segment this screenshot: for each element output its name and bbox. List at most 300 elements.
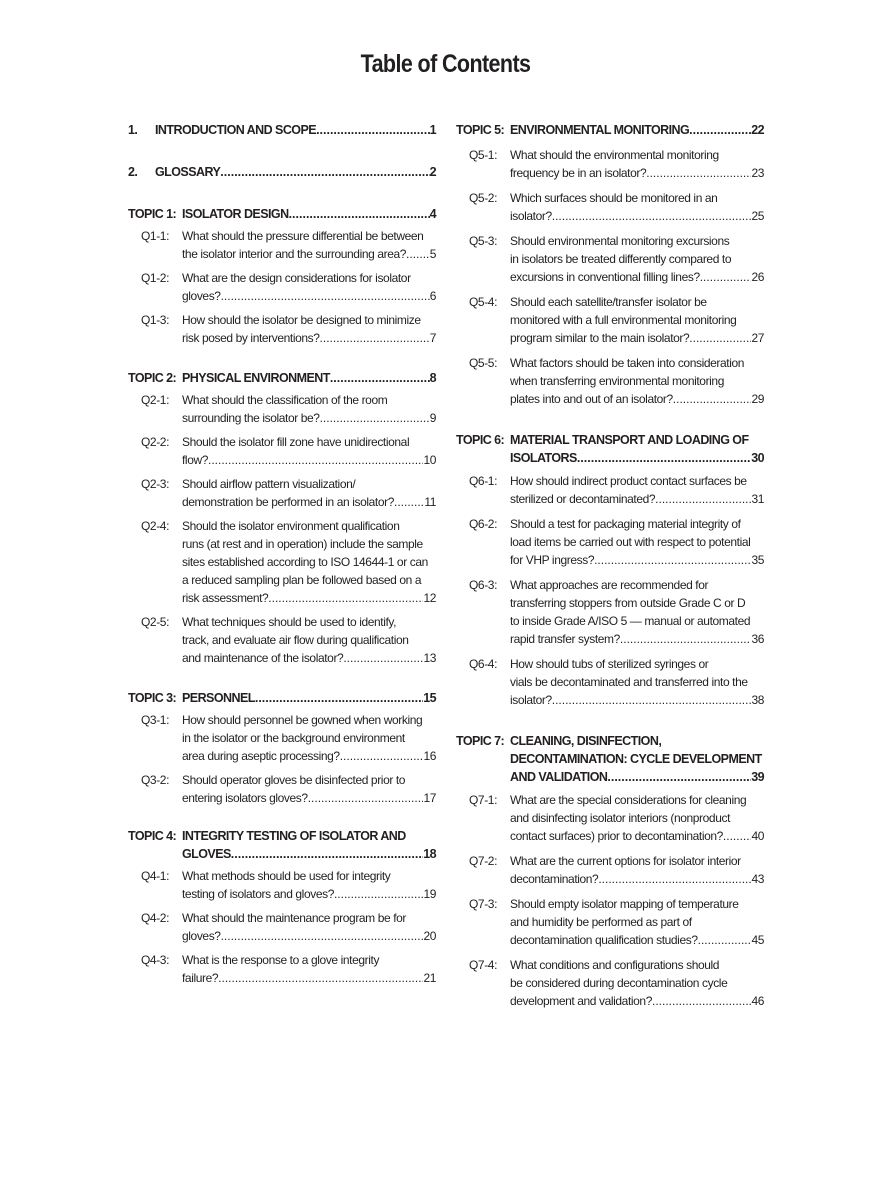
question-number: Q5-3: xyxy=(469,234,498,248)
toc-section xyxy=(128,369,436,387)
entry-text: GLOVES xyxy=(182,847,231,861)
entry-text: What methods should be used for integrity xyxy=(182,869,391,883)
page-number: 22 xyxy=(751,123,764,137)
dot-leader xyxy=(598,870,751,888)
entry-text: DECONTAMINATION: CYCLE DEVELOPMENT xyxy=(510,752,762,766)
entry-text: transferring stoppers from outside Grade C or D xyxy=(510,596,746,610)
dot-leader xyxy=(334,885,423,903)
entry-text-line xyxy=(510,809,764,827)
page-number: 38 xyxy=(751,693,764,707)
entry-body xyxy=(182,827,436,863)
entry-text-line xyxy=(510,533,764,551)
entry-body xyxy=(182,391,436,427)
toc-section xyxy=(456,121,764,139)
entry-text: How should indirect product contact surfaces be xyxy=(510,474,747,488)
entry-text-line xyxy=(182,517,436,535)
toc-question xyxy=(456,146,764,182)
dot-leader xyxy=(655,490,751,508)
page-number: 5 xyxy=(429,247,436,261)
question-number: Q2-2: xyxy=(141,435,170,449)
page-number: 26 xyxy=(751,270,764,284)
entry-text-line xyxy=(510,931,764,949)
dot-leader xyxy=(316,121,430,139)
entry-text-line xyxy=(510,207,764,225)
page-number: 11 xyxy=(424,495,436,509)
toc-question xyxy=(456,956,764,1010)
entry-text: a reduced sampling plan be followed based on a xyxy=(182,573,422,587)
entry-text-line xyxy=(510,791,764,809)
entry-text-line xyxy=(510,490,764,508)
page-number: 20 xyxy=(423,929,436,943)
page-number: 29 xyxy=(751,392,764,406)
entry-text: risk posed by interventions? xyxy=(182,331,320,345)
page-number: 8 xyxy=(429,371,436,385)
entry-text: INTRODUCTION AND SCOPE xyxy=(155,123,317,137)
toc-question xyxy=(128,227,436,263)
entry-text: ISOLATOR DESIGN xyxy=(182,207,289,221)
question-number: Q4-1: xyxy=(141,869,170,883)
toc-question xyxy=(456,354,764,408)
dot-leader xyxy=(231,845,423,863)
question-number: Q2-1: xyxy=(141,393,170,407)
entry-text: when transferring environmental monitoring xyxy=(510,374,724,388)
entry-body xyxy=(510,431,764,467)
entry-text-line xyxy=(182,969,436,987)
dot-leader xyxy=(218,969,423,987)
entry-text-line xyxy=(182,245,436,263)
entry-text: decontamination qualification studies? xyxy=(510,933,698,947)
entry-text: What should the pressure differential be between xyxy=(182,229,424,243)
entry-text-line xyxy=(182,227,436,245)
entry-body xyxy=(182,517,436,607)
entry-text-line xyxy=(510,232,764,250)
question-number: Q1-2: xyxy=(141,271,170,285)
page-number: 16 xyxy=(423,749,436,763)
question-number: Q7-2: xyxy=(469,854,498,868)
dot-leader xyxy=(221,287,430,305)
entry-text-line xyxy=(510,630,764,648)
dot-leader xyxy=(607,768,751,786)
entry-text: AND VALIDATION xyxy=(510,770,608,784)
entry-text: entering isolators gloves? xyxy=(182,791,308,805)
entry-text-line xyxy=(510,164,764,182)
page-number: 19 xyxy=(423,887,436,901)
entry-text-line xyxy=(182,205,436,223)
entry-body xyxy=(182,909,436,945)
toc-question xyxy=(128,269,436,305)
entry-text: What approaches are recommended for xyxy=(510,578,709,592)
page-number: 10 xyxy=(423,453,436,467)
toc-section xyxy=(456,732,764,786)
question-number: Q5-2: xyxy=(469,191,498,205)
entry-body xyxy=(510,189,764,225)
entry-body xyxy=(510,146,764,182)
page-number: 35 xyxy=(751,553,764,567)
entry-text: rapid transfer system? xyxy=(510,632,620,646)
page-number: 6 xyxy=(429,289,436,303)
entry-body xyxy=(510,293,764,347)
entry-text-line xyxy=(182,885,436,903)
entry-body xyxy=(510,515,764,569)
question-number: Q5-1: xyxy=(469,148,498,162)
entry-text: Should environmental monitoring excursions xyxy=(510,234,730,248)
entry-text-line xyxy=(182,475,436,493)
entry-text: area during aseptic processing? xyxy=(182,749,340,763)
entry-text: in isolators be treated differently compared to xyxy=(510,252,732,266)
entry-body xyxy=(182,311,436,347)
page-number: 7 xyxy=(429,331,436,345)
toc-question xyxy=(456,791,764,845)
entry-text: Should empty isolator mapping of temperature xyxy=(510,897,739,911)
entry-text-line xyxy=(510,827,764,845)
entry-body xyxy=(510,732,764,786)
page-number: 46 xyxy=(751,994,764,1008)
entry-text-line xyxy=(510,673,764,691)
entry-text-line xyxy=(510,594,764,612)
entry-text-line xyxy=(510,551,764,569)
entry-text: How should the isolator be designed to minimize xyxy=(182,313,421,327)
question-number: Q5-5: xyxy=(469,356,498,370)
entry-text-line xyxy=(182,613,436,631)
entry-text: failure? xyxy=(182,971,219,985)
question-number: Q6-1: xyxy=(469,474,498,488)
toc-question xyxy=(128,909,436,945)
entry-text-line xyxy=(510,472,764,490)
page-number: 9 xyxy=(429,411,436,425)
toc-section xyxy=(128,121,436,139)
entry-text-line xyxy=(510,449,764,467)
entry-body xyxy=(182,227,436,263)
dot-leader xyxy=(308,789,424,807)
entry-text-line xyxy=(510,372,764,390)
toc-question xyxy=(456,189,764,225)
page-number: 36 xyxy=(751,632,764,646)
entry-text: isolator? xyxy=(510,209,552,223)
entry-body xyxy=(182,711,436,765)
dot-leader xyxy=(723,827,752,845)
entry-text: sterilized or decontaminated? xyxy=(510,492,656,506)
section-number: TOPIC 6: xyxy=(456,433,505,447)
dot-leader xyxy=(330,369,430,387)
toc-question xyxy=(456,232,764,286)
entry-text: Should the isolator environment qualification xyxy=(182,519,400,533)
question-number: Q3-1: xyxy=(141,713,170,727)
entry-text-line xyxy=(182,269,436,287)
entry-body xyxy=(155,163,436,181)
section-number: TOPIC 5: xyxy=(456,123,505,137)
entry-text: What techniques should be used to identify, xyxy=(182,615,397,629)
entry-text-line xyxy=(182,409,436,427)
entry-text: Should airflow pattern visualization/ xyxy=(182,477,356,491)
entry-text-line xyxy=(510,956,764,974)
entry-text-line xyxy=(510,354,764,372)
entry-body xyxy=(182,613,436,667)
entry-text-line xyxy=(182,329,436,347)
entry-text-line xyxy=(510,852,764,870)
toc-question xyxy=(128,311,436,347)
dot-leader xyxy=(594,551,751,569)
dot-leader xyxy=(208,451,423,469)
entry-text: frequency be in an isolator? xyxy=(510,166,647,180)
page-number: 27 xyxy=(751,331,764,345)
entry-text: gloves? xyxy=(182,929,221,943)
entry-text-line xyxy=(182,589,436,607)
entry-body xyxy=(182,369,436,387)
page-number: 21 xyxy=(423,971,436,985)
entry-text: CLEANING, DISINFECTION, xyxy=(510,734,662,748)
entry-text: What are the current options for isolator interior xyxy=(510,854,741,868)
toc-question xyxy=(456,293,764,347)
entry-body xyxy=(510,232,764,286)
dot-leader xyxy=(255,689,423,707)
entry-text: gloves? xyxy=(182,289,221,303)
entry-text-line xyxy=(182,867,436,885)
entry-text-line xyxy=(182,951,436,969)
entry-body xyxy=(510,121,764,139)
question-number: Q6-4: xyxy=(469,657,498,671)
section-number: 2. xyxy=(128,165,138,179)
entry-text-line xyxy=(510,655,764,673)
entry-text-line xyxy=(182,287,436,305)
entry-body xyxy=(182,205,436,223)
page-number: 15 xyxy=(423,691,436,705)
entry-text: What conditions and configurations should xyxy=(510,958,720,972)
entry-text-line xyxy=(182,845,436,863)
page-number: 13 xyxy=(423,651,436,665)
entry-body xyxy=(510,576,764,648)
dot-leader xyxy=(406,245,430,263)
entry-text-line xyxy=(155,121,436,139)
entry-body xyxy=(182,867,436,903)
question-number: Q7-1: xyxy=(469,793,498,807)
entry-text-line xyxy=(510,390,764,408)
toc-question xyxy=(456,515,764,569)
entry-text-line xyxy=(182,391,436,409)
entry-text: GLOSSARY xyxy=(155,165,221,179)
question-number: Q2-3: xyxy=(141,477,170,491)
toc-section xyxy=(128,163,436,181)
entry-body xyxy=(182,475,436,511)
entry-text: INTEGRITY TESTING OF ISOLATOR AND xyxy=(182,829,406,843)
toc-right-column xyxy=(456,121,764,1010)
toc-section xyxy=(128,827,436,863)
entry-text: Should operator gloves be disinfected prior to xyxy=(182,773,406,787)
page-number: 30 xyxy=(751,451,764,465)
toc-question xyxy=(128,771,436,807)
toc-question xyxy=(456,655,764,709)
entry-text-line xyxy=(182,689,436,707)
entry-text: for VHP ingress? xyxy=(510,553,595,567)
entry-text: flow? xyxy=(182,453,209,467)
entry-text-line xyxy=(510,431,764,449)
dot-leader xyxy=(320,329,430,347)
toc-question xyxy=(128,613,436,667)
entry-text: MATERIAL TRANSPORT AND LOADING OF xyxy=(510,433,749,447)
entry-text-line xyxy=(510,913,764,931)
dot-leader xyxy=(689,329,751,347)
question-number: Q6-3: xyxy=(469,578,498,592)
page-title: Table of Contents xyxy=(360,50,531,78)
entry-text: runs (at rest and in operation) include the sample xyxy=(182,537,423,551)
dot-leader xyxy=(698,931,752,949)
entry-text-line xyxy=(510,992,764,1010)
entry-text: to inside Grade A/ISO 5 — manual or automated xyxy=(510,614,751,628)
page-number: 12 xyxy=(423,591,436,605)
question-number: Q7-4: xyxy=(469,958,498,972)
toc-question xyxy=(128,867,436,903)
entry-text-line xyxy=(510,250,764,268)
entry-body xyxy=(510,895,764,949)
toc-question xyxy=(128,951,436,987)
dot-leader xyxy=(343,649,423,667)
entry-body xyxy=(182,433,436,469)
dot-leader xyxy=(552,691,752,709)
section-number: TOPIC 7: xyxy=(456,734,505,748)
entry-body xyxy=(510,354,764,408)
entry-text-line xyxy=(182,927,436,945)
entry-text-line xyxy=(510,311,764,329)
toc-section xyxy=(128,205,436,223)
entry-text-line xyxy=(182,771,436,789)
entry-body xyxy=(510,852,764,888)
toc-left-column xyxy=(128,121,436,987)
toc-question xyxy=(128,517,436,607)
entry-text-line xyxy=(182,311,436,329)
entry-text: How should personnel be gowned when working xyxy=(182,713,423,727)
entry-text: What are the design considerations for isolator xyxy=(182,271,411,285)
entry-text-line xyxy=(182,827,436,845)
entry-text-line xyxy=(182,649,436,667)
question-number: Q2-4: xyxy=(141,519,170,533)
page-number: 17 xyxy=(423,791,436,805)
entry-text-line xyxy=(510,576,764,594)
section-number: TOPIC 3: xyxy=(128,691,177,705)
entry-text: How should tubs of sterilized syringes or xyxy=(510,657,709,671)
entry-text-line xyxy=(182,711,436,729)
page-number: 25 xyxy=(751,209,764,223)
page-number: 4 xyxy=(429,207,436,221)
dot-leader xyxy=(620,630,752,648)
entry-text-line xyxy=(182,553,436,571)
entry-text: load items be carried out with respect to potential xyxy=(510,535,751,549)
page-number: 45 xyxy=(751,933,764,947)
entry-text: Should a test for packaging material integrity of xyxy=(510,517,741,531)
entry-text-line xyxy=(182,631,436,649)
entry-text-line xyxy=(182,535,436,553)
entry-body xyxy=(510,956,764,1010)
entry-text-line xyxy=(182,789,436,807)
entry-body xyxy=(510,655,764,709)
question-number: Q5-4: xyxy=(469,295,498,309)
entry-text: in the isolator or the background environment xyxy=(182,731,405,745)
dot-leader xyxy=(689,121,751,139)
entry-text-line xyxy=(510,146,764,164)
entry-text: sites established according to ISO 14644-1 or can xyxy=(182,555,428,569)
entry-text: Should the isolator fill zone have unidirectional xyxy=(182,435,410,449)
entry-text-line xyxy=(510,515,764,533)
section-number: 1. xyxy=(128,123,138,137)
entry-text-line xyxy=(182,369,436,387)
entry-text: and disinfecting isolator interiors (nonproduct xyxy=(510,811,730,825)
entry-text-line xyxy=(510,768,764,786)
entry-body xyxy=(510,472,764,508)
dot-leader xyxy=(652,992,751,1010)
entry-text-line xyxy=(182,493,436,511)
dot-leader xyxy=(220,163,429,181)
entry-text-line xyxy=(510,329,764,347)
entry-text-line xyxy=(510,895,764,913)
entry-text-line xyxy=(510,293,764,311)
entry-text: and humidity be performed as part of xyxy=(510,915,692,929)
page-number: 23 xyxy=(751,166,764,180)
page-number: 1 xyxy=(429,123,436,137)
entry-text: ISOLATORS xyxy=(510,451,577,465)
entry-text: What is the response to a glove integrity xyxy=(182,953,380,967)
question-number: Q1-1: xyxy=(141,229,170,243)
entry-text-line xyxy=(182,451,436,469)
entry-text-line xyxy=(510,750,764,768)
dot-leader xyxy=(268,589,423,607)
entry-text: isolator? xyxy=(510,693,552,707)
page-number: 40 xyxy=(751,829,764,843)
entry-text: track, and evaluate air flow during qualification xyxy=(182,633,409,647)
entry-text-line xyxy=(510,121,764,139)
entry-text: What are the special considerations for cleaning xyxy=(510,793,747,807)
entry-text: plates into and out of an isolator? xyxy=(510,392,673,406)
page-number: 18 xyxy=(423,847,436,861)
entry-text: ENVIRONMENTAL MONITORING xyxy=(510,123,690,137)
entry-text: contact surfaces) prior to decontamination? xyxy=(510,829,723,843)
entry-text-line xyxy=(182,433,436,451)
dot-leader xyxy=(340,747,424,765)
entry-body xyxy=(182,269,436,305)
dot-leader xyxy=(289,205,430,223)
section-number: TOPIC 4: xyxy=(128,829,177,843)
entry-text-line xyxy=(510,691,764,709)
section-number: TOPIC 1: xyxy=(128,207,177,221)
dot-leader xyxy=(577,449,751,467)
dot-leader xyxy=(673,390,752,408)
entry-body xyxy=(155,121,436,139)
entry-text-line xyxy=(510,268,764,286)
entry-text: demonstration be performed in an isolator? xyxy=(182,495,394,509)
entry-text: Which surfaces should be monitored in an xyxy=(510,191,718,205)
question-number: Q7-3: xyxy=(469,897,498,911)
entry-body xyxy=(182,951,436,987)
question-number: Q3-2: xyxy=(141,773,170,787)
entry-text-line xyxy=(182,747,436,765)
toc-question xyxy=(128,433,436,469)
entry-body xyxy=(510,791,764,845)
dot-leader xyxy=(394,493,424,511)
entry-text-line xyxy=(510,974,764,992)
page-number: 39 xyxy=(751,770,764,784)
toc-section xyxy=(128,689,436,707)
entry-text-line xyxy=(510,732,764,750)
entry-text: development and validation? xyxy=(510,994,652,1008)
entry-text: What factors should be taken into consideration xyxy=(510,356,745,370)
question-number: Q4-2: xyxy=(141,911,170,925)
entry-text-line xyxy=(182,571,436,589)
entry-text-line xyxy=(182,909,436,927)
entry-text: What should the maintenance program be for xyxy=(182,911,407,925)
question-number: Q4-3: xyxy=(141,953,170,967)
entry-text: PHYSICAL ENVIRONMENT xyxy=(182,371,330,385)
entry-text: be considered during decontamination cycle xyxy=(510,976,728,990)
entry-text-line xyxy=(155,163,436,181)
entry-text-line xyxy=(182,729,436,747)
entry-text: the isolator interior and the surrounding area? xyxy=(182,247,407,261)
